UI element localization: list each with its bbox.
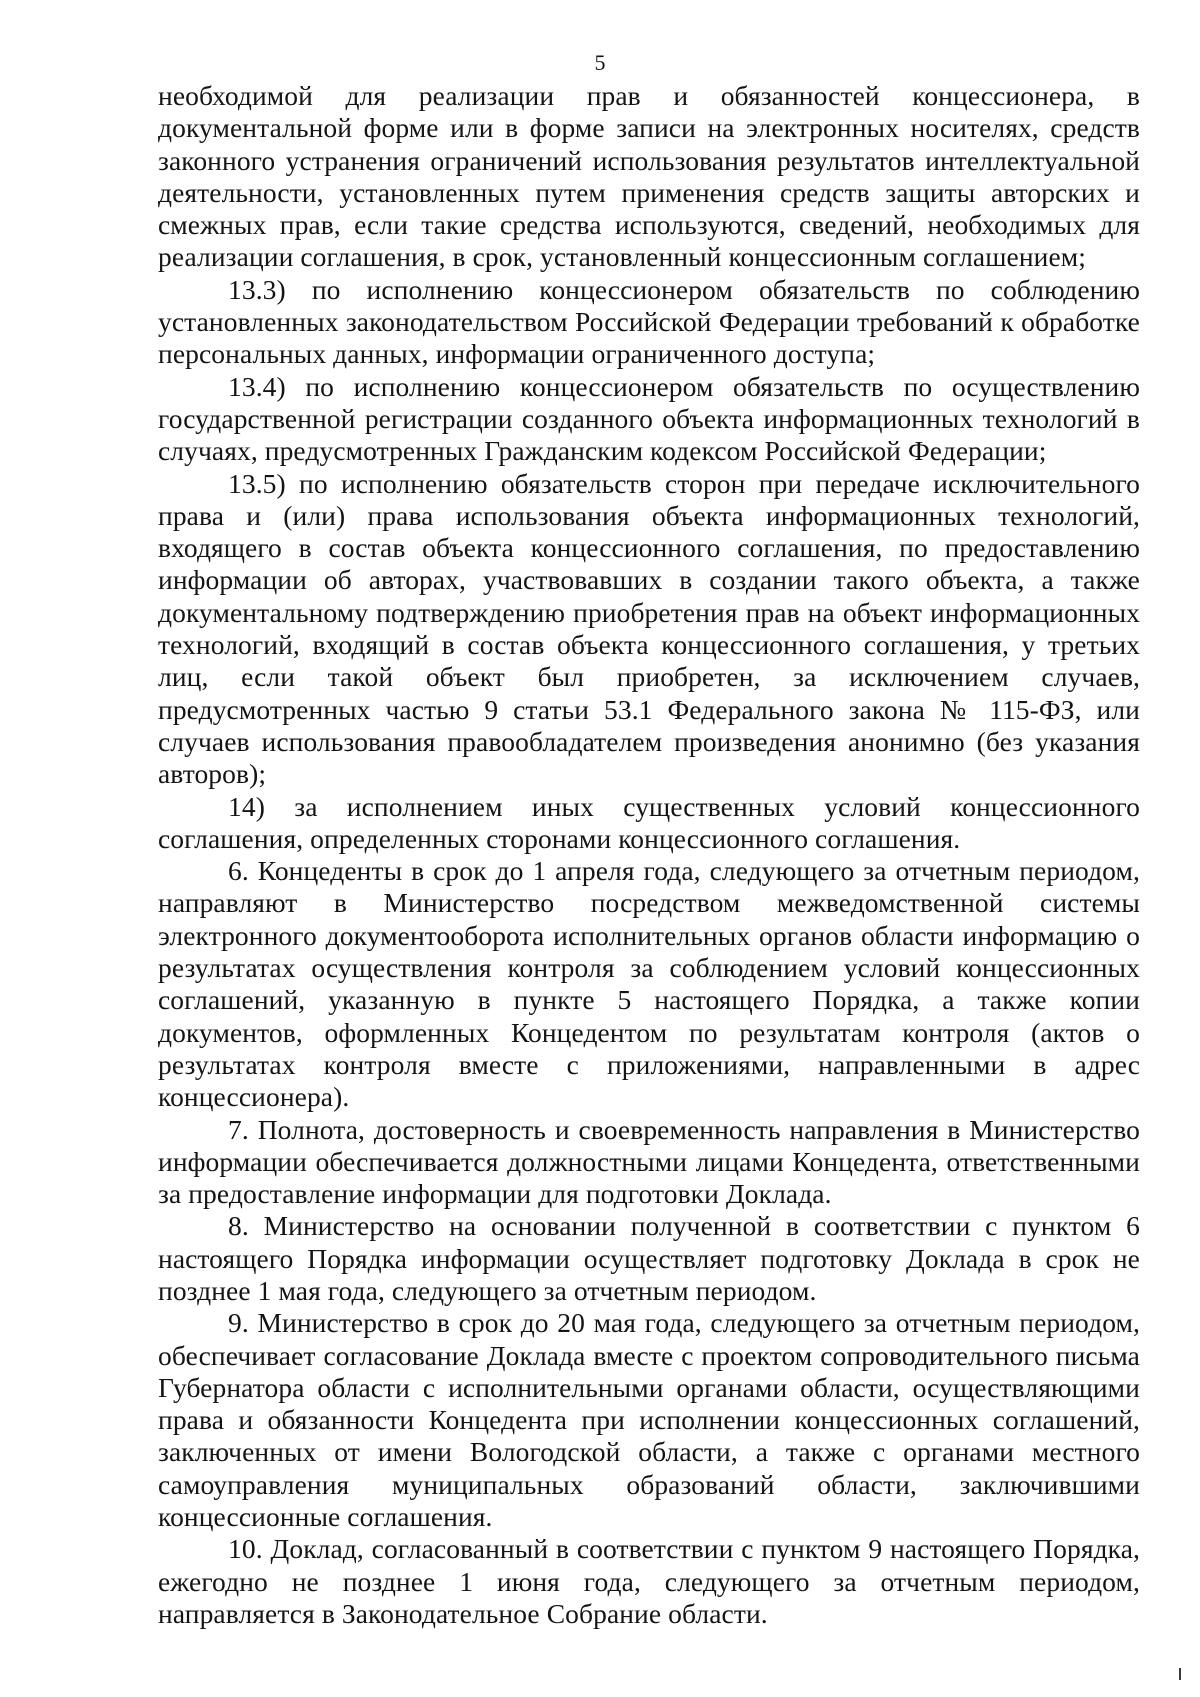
paragraph-13-3: 13.3) по исполнению концессионером обязательств по соблюдению установленных законодательством Российской Федерации требований к обработке персональных данных, информации ограниченного доступа; — [158, 273, 1140, 370]
paragraph-7: 7. Полнота, достоверность и своевременность направления в Министерство информации обеспечивается должностными лицами Концедента, ответственными за предоставление информации для подготовки Доклада. — [158, 1113, 1140, 1210]
page-number: 5 — [594, 50, 606, 75]
paragraph-10: 10. Доклад, согласованный в соответствии с пунктом 9 настоящего Порядка, ежегодно не позднее 1 июня года, следующего за отчетным периодом, направляется в Законодательное Собрание области. — [158, 1533, 1140, 1629]
paragraph-6: 6. Концеденты в срок до 1 апреля года, следующего за отчетным периодом, направляют в Министерство посредством межведомственной системы электронного документооборота исполнительных органов области информацию о результатах осуществления контроля за соблюдением условий концессионных соглашений, указанную в пункте 5 настоящего Порядка, а также копии документов, оформленных Концедентом по результатам контроля (актов о результатах контроля вместе с приложениями, направленными в адрес концессионера). — [158, 855, 1140, 1113]
paragraph-13-4: 13.4) по исполнению концессионером обязательств по осуществлению государственной регистрации созданного объекта информационных технологий в случаях, предусмотренных Гражданским кодексом Российской Федерации; — [158, 370, 1140, 467]
paragraph-8: 8. Министерство на основании полученной в соответствии с пунктом 6 настоящего Порядка информации осуществляет подготовку Доклада в срок не позднее 1 мая года, следующего за отчетным периодом. — [158, 1210, 1140, 1306]
paragraph-13-5: 13.5) по исполнению обязательств сторон при передаче исключительного права и (или) права использования объекта информационных технологий, входящего в состав объекта концессионного соглашения, по предоставлению информации об авторах, участвовавших в создании такого объекта, а также документальному подтверждению приобретения прав на объект информационных технологий, входящий в состав объекта концессионного соглашения, у третьих лиц, если такой объект был приобретен, за исключением случаев, предусмотренных частью 9 статьи 53.1 Федерального закона № 115-ФЗ, или случаев использования правообладателем произведения анонимно (без указания авторов); — [158, 467, 1140, 790]
scan-artifact — [1179, 1668, 1181, 1680]
document-body — [158, 80, 1140, 1630]
paragraph-9: 9. Министерство в срок до 20 мая года, следующего за отчетным периодом, обеспечивает согласование Доклада вместе с проектом сопроводительного письма Губернатора области с исполнительными органами области, осуществляющими права и обязанности Концедента при исполнении концессионных соглашений, заключенных от имени Вологодской области, а также с органами местного самоуправления муниципальных образований области, заключившими концессионные соглашения. — [158, 1307, 1140, 1533]
paragraph-14: 14) за исполнением иных существенных условий концессионного соглашения, определенных сторонами концессионного соглашения. — [158, 790, 1140, 854]
paragraph-continuation: необходимой для реализации прав и обязанностей концессионера, в документальной форме или в форме записи на электронных носителях, средств законного устранения ограничений использования результатов интеллектуальной деятельности, установленных путем применения средств защиты авторских и смежных прав, если такие средства используются, сведений, необходимых для реализации соглашения, в срок, установленный концессионным соглашением; — [158, 80, 1140, 273]
